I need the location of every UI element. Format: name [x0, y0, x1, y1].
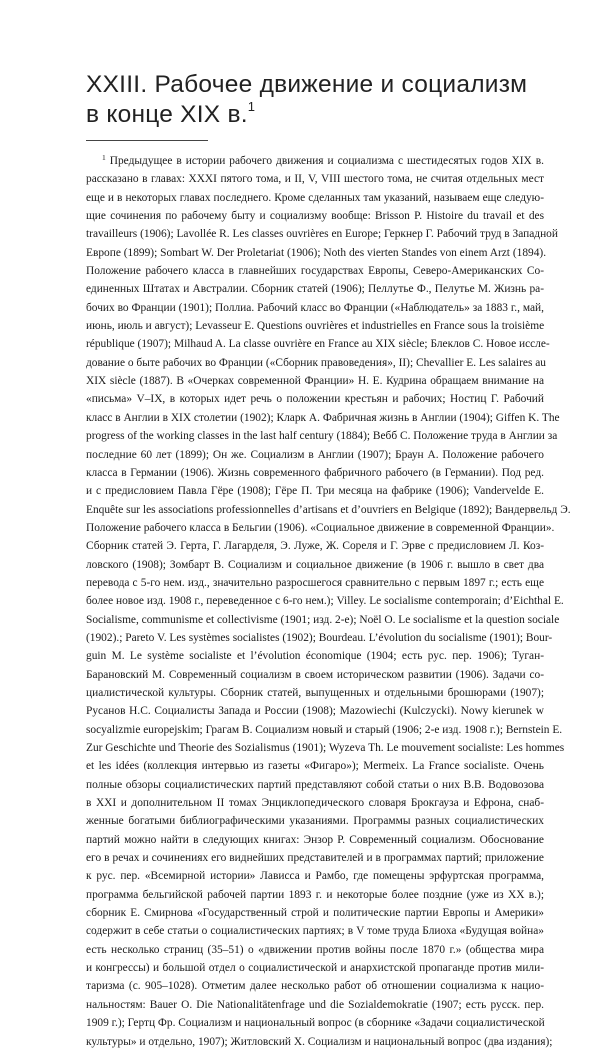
- footnote-line: progress of the working classes in the last half century (1884); Вебб С. Положение труда в Англии за: [86, 430, 558, 443]
- footnote-line: Zur Geschichte und Theorie des Sozialismus (1901); Wyzeva Th. Le mouvement socialiste: Les hommes: [86, 742, 565, 754]
- footnote-line: класс в Англии в XIX столетии (1902); Кларк А. Фабричная жизнь в Англии (1904); Giffen K. The: [86, 411, 560, 424]
- footnote-line: партий можно найти в следующих книгах: Энзор Р. Современный социализм. Обоснование: [86, 833, 544, 846]
- footnote-line: в XXI и дополнительном II томах Энциклопедического словаря Брокгауза и Ефрона, снаб-: [86, 797, 544, 810]
- footnote-line: Русанов Н.С. Социалисты Запада и России (1908); Mazowiechi (Kulczycki). Nowy kierunek w: [86, 705, 544, 718]
- footnote-line: есть несколько страниц (35–51) о «движении против войны после 1870 г.» (общества мира: [86, 943, 544, 956]
- footnote-line: socyalizmie europejskim; Грагам В. Социализм новый и старый (1906; 2-е изд. 1908 г.); Bernstein E.: [86, 723, 563, 736]
- footnote-line: июнь, июль и август); Levasseur E. Questions ouvrières et industrielles en France sous la troisième: [86, 320, 545, 333]
- footnote-line: единенных Штатах и Австралии. Сборник статей (1906); Пеллутье Ф., Пелутье М. Жизнь ра-: [86, 283, 544, 296]
- footnote-line: Барановский М. Современный социализм в своем историческом развитии (1906). Задачи со-: [86, 668, 544, 681]
- footnote-line: женные богатыми библиографическими указаниями. Программы разных социалистических: [86, 815, 544, 828]
- footnote-line: Европе (1899); Sombart W. Der Proletariat (1906); Noth des vierten Standes von einem Arzt (1894).: [86, 246, 547, 259]
- footnote-line: XIX siècle (1887). В «Очерках современной Франции» Н. Е. Кудрина обращаем внимание на: [86, 375, 544, 388]
- footnote-line: Сборник статей Э. Герта, Г. Лагарделя, Э. Луже, Ж. Сореля и Г. Эрве с предисловием Л. Коз-: [86, 540, 544, 553]
- footnote-separator: [86, 140, 208, 141]
- footnote-line: бочих во Франции (1901); Поллиа. Рабочий класс во Франции («Наблюдатель» за 1883 г., май,: [86, 301, 544, 314]
- footnote-line: еще и в некоторых главах последнего. Кроме сделанных там указаний, называем еще следую-: [86, 191, 544, 204]
- footnote-line: Положение рабочего класса в главнейших государствах Европы, Северо-Американских Со-: [86, 265, 544, 278]
- footnote-line: Положение рабочего класса в Бельгии (1906). «Социальное движение в современной Франции».: [86, 521, 555, 534]
- footnote-line: нальностям: Bauer O. Die Nationalitätenfrage und die Sozialdemokratie (1907; есть русск. пер.: [86, 998, 544, 1011]
- footnote-line: полные обзоры социалистических партий представляют собой статьи о них В.В. Водовозова: [86, 778, 544, 791]
- chapter-title-line-2-text: в конце XIX в.: [86, 101, 248, 128]
- footnote-line: ловского (1908); Зомбарт В. Социализм и социальное движение (в 1906 г. вышло в свет два: [86, 558, 544, 571]
- footnote-line: «письма» V–IX, в которых идет речь о положении крестьян и рабочих; Ностиц Г. Рабочий: [86, 393, 544, 406]
- footnote-line: дование о быте рабочих во Франции («Сборник правоведения», II); Chevallier E. Les salaires au: [86, 356, 546, 369]
- footnote-line-text: Предыдущее в истории рабочего движения и социализма с шестидесятых годов XIX в.: [109, 155, 544, 167]
- chapter-title-line-1: XXIII. Рабочее движение и социализм: [86, 71, 528, 98]
- footnote-line: класса в Германии (1906). Жизнь современного фабричного рабочего (в Германии). Под ред.: [86, 466, 544, 479]
- footnote-line: сборник Е. Смирнова «Государственный строй и политические партии Европы и Америки»: [86, 907, 544, 920]
- footnote-line: к рус. пер. «Всемирной истории» Лависса и Рамбо, где помещены эрфуртская программа,: [86, 870, 544, 883]
- footnote-line: 1909 г.); Гертц Фр. Социализм и национальный вопрос (в сборнике «Задачи социалистической: [86, 1017, 545, 1030]
- footnote: [86, 149, 571, 1051]
- footnote-marker: 1: [102, 153, 106, 162]
- footnote-line: содержит в себе статьи о социалистических партиях; в V томе труда Блиоха «Будущая война»: [86, 925, 544, 938]
- footnote-line: рассказано в главах: XXXI пятого тома, и II, V, VIII шестого тома, не считая отдельных мест: [86, 173, 544, 186]
- footnote-line: программа бельгийской рабочей партии 1893 г. и некоторые более поздние (уже из XX в.);: [86, 888, 544, 901]
- footnote-line: (1902).; Pareto V. Les systèmes socialistes (1902); Bourdeau. L’évolution du socialisme (1901); Bour-: [86, 631, 553, 644]
- footnote-line: [86, 149, 544, 170]
- footnote-line: et les idées (коллекция интервью из газеты «Фигаро»); Mermeix. La France socialiste. Очень: [86, 760, 544, 773]
- footnote-line: Socialisme, communisme et collectivisme (1901; изд. 2-е); Noël O. Le socialisme et la question sociale: [86, 613, 560, 626]
- footnote-line: travailleurs (1906); Lavollée R. Les classes ouvrières en Europe; Геркнер Г. Рабочий труд в Западной: [86, 228, 558, 241]
- footnote-line: перевода с 5-го нем. изд., значительно разросшегося сравнительно с первым 1897 г.; есть еще: [86, 576, 544, 589]
- footnote-line: guin M. Le système socialiste et l’évolution économique (1904; есть рус. пер. 1906); Туган-: [86, 650, 544, 663]
- footnote-line: более новое изд. 1908 г., переведенное с 6-го нем.); Villey. Le socialisme contemporain; d’Eichthal E.: [86, 595, 564, 608]
- footnote-line: Enquête sur les associations professionnelles d’artisans et d’ouvriers en Belgique (1892); Вандервельд Э.: [86, 503, 571, 516]
- footnote-line: и с предисловием Павла Гёре (1908); Гёре П. Три месяца на фабрике (1906); Vandervelde E.: [86, 485, 544, 498]
- footnote-line: république (1907); Milhaud A. La classe ouvrière en France au XIX siècle; Блеклов С. Новое иссле-: [86, 338, 550, 351]
- footnote-line: его в речах и сочинениях его виднейших представителей и в программах партий; приложение: [86, 852, 544, 865]
- footnote-line: таризма (с. 905–1028). Отметим далее несколько работ об отношении социализма к нацио-: [86, 980, 544, 993]
- chapter-title-line-2: [86, 100, 566, 130]
- footnote-line: последние 60 лет (1899); Он же. Социализм в Англии (1907); Браун А. Положение рабочего: [86, 448, 544, 461]
- footnote-line: культуры» и отдельно, 1907); Житловский Х. Социализм и национальный вопрос (два издания);: [86, 1035, 553, 1048]
- footnote-line: циалистической культуры. Сборник статей, выпущенных и отдельными брошюрами (1907);: [86, 686, 544, 699]
- footnote-line: и конгрессы) и большой отдел о социалистической и анархистской пропаганде против мили-: [86, 962, 544, 975]
- chapter-title: [86, 70, 566, 130]
- footnote-line: щие сочинения по рабочему быту и социализму вообще: Brisson P. Histoire du travail et des: [86, 210, 544, 223]
- footnote-reference[interactable]: 1: [247, 99, 256, 114]
